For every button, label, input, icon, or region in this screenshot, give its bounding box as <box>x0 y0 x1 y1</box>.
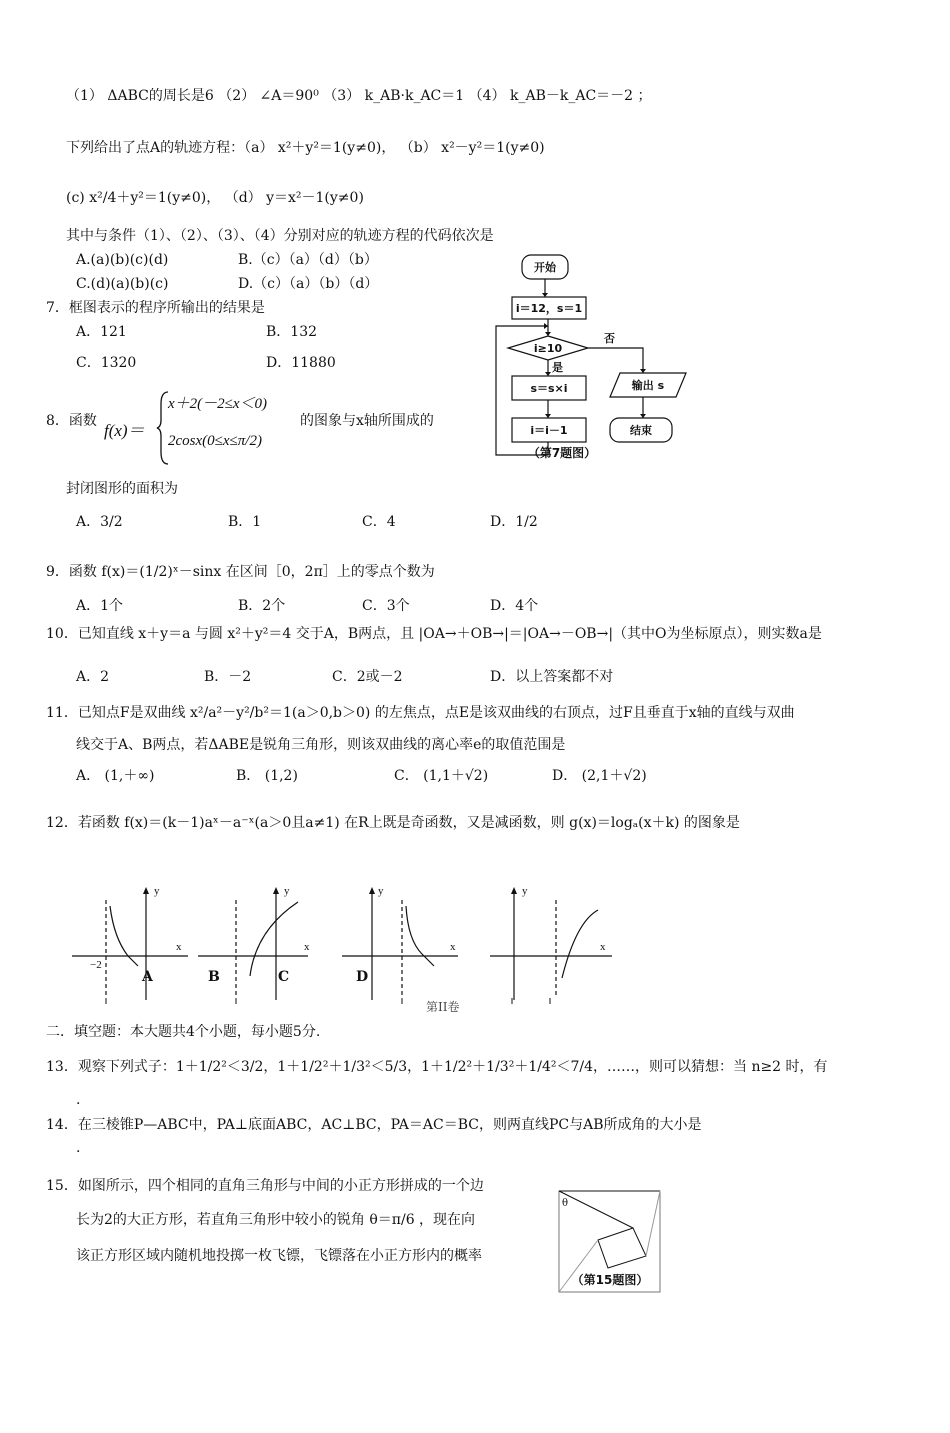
graph-label-c: C <box>278 969 290 985</box>
problem7-stem: 7．框图表示的程序所输出的结果是 <box>46 300 265 316</box>
problem10-option-b: B．－2 <box>204 669 252 685</box>
problem8-tail: 的图象与x轴所围成的 <box>300 413 434 429</box>
problem15-caption: （第15题图） <box>571 1273 649 1287</box>
problem11-stem-1: 11．已知点F是双曲线 x²/a²－y²/b²＝1(a＞0,b＞0) 的左焦点，点E是该双曲线的右顶点，过F且垂直于x轴的直线与双曲 <box>46 705 795 721</box>
problem11-option-a: A． (1,＋∞) <box>76 768 155 784</box>
graph-label-d: D <box>356 969 369 985</box>
problem8-case-1: x＋2(－2≤x＜0) <box>168 396 268 412</box>
problem8-option-d: D．1/2 <box>490 514 538 530</box>
flowchart-caption: （第7题图） <box>527 446 597 460</box>
problem6-conditions: （1） ΔABC的周长是6 （2） ∠A＝90⁰ （3） k_AB·k_AC＝1 （4） k_AB－k_AC＝－2 ； <box>66 88 652 104</box>
graph-d-y-label: y <box>522 885 528 897</box>
problem7-option-b: B．132 <box>266 324 318 340</box>
problem7-option-d: D．11880 <box>266 355 336 371</box>
problem6-equations-2: (c) x²/4＋y²＝1(y≠0)， （d） y＝x²－1(y≠0) <box>66 190 364 206</box>
problem8-line2: 封闭图形的面积为 <box>66 481 178 497</box>
problem7-option-c: C．1320 <box>76 355 137 371</box>
problem15-figure <box>558 1190 662 1294</box>
problem15-theta: θ <box>562 1198 569 1209</box>
problem11-stem-2: 线交于A、B两点，若ΔABE是锐角三角形，则该双曲线的离心率e的取值范围是 <box>76 737 566 753</box>
section2-heading: 二．填空题：本大题共4个小题，每小题5分. <box>46 1024 321 1040</box>
problem9-option-d: D．4个 <box>490 598 539 614</box>
problem11-option-d: D． (2,1＋√2) <box>552 768 647 784</box>
graph-a-y-label: y <box>154 885 160 897</box>
problem9-stem: 9．函数 f(x)＝(1/2)ˣ－sinx 在区间［0，2π］上的零点个数为 <box>46 564 435 580</box>
problem11-option-b: B． (1,2) <box>236 768 298 784</box>
graph-c-y-label: y <box>378 885 384 897</box>
graph-label-a: A <box>142 969 153 985</box>
problem15-line-3: 该正方形区域内随机地投掷一枚飞镖，飞镖落在小正方形内的概率 <box>76 1248 482 1264</box>
problem8-option-a: A．3/2 <box>76 514 123 530</box>
section-footer-fragment: 第II卷 <box>426 1000 460 1014</box>
problem6-option-a: A.(a)(b)(c)(d) <box>76 252 169 268</box>
problem7-option-a: A．121 <box>76 324 127 340</box>
flowchart-output: 输出 s <box>631 379 665 392</box>
graph-c-x-label: x <box>450 941 456 953</box>
problem12-stem: 12．若函数 f(x)＝(k－1)aˣ－a⁻ˣ(a＞0且a≠1) 在R上既是奇函数，又是减函数，则 g(x)＝logₐ(x＋k) 的图象是 <box>46 815 740 831</box>
problem9-option-b: B．2个 <box>238 598 286 614</box>
problem6-equations-1: 下列给出了点A的轨迹方程：（a） x²＋y²＝1(y≠0)， （b） x²－y²＝1(y≠0) <box>66 140 545 156</box>
problem10-stem: 10．已知直线 x＋y＝a 与圆 x²＋y²＝4 交于A，B两点，且 |OA→＋OB→|＝|OA→－OB→|（其中O为坐标原点），则实数a是 <box>46 626 822 642</box>
flowchart-init: i＝12，s＝1 <box>515 302 583 315</box>
graph-a-x-label: x <box>176 941 182 953</box>
problem11-option-c: C． (1,1＋√2) <box>394 768 489 784</box>
problem8-fx: f(x)＝ <box>104 421 145 440</box>
flowchart-no: 否 <box>604 332 615 345</box>
graph-label-b: B <box>208 969 220 985</box>
problem14-blank-dot: . <box>76 1140 81 1156</box>
flowchart-decrement: i＝i－1 <box>530 424 568 437</box>
problem8-case-2: 2cosx(0≤x≤π/2) <box>168 433 262 449</box>
problem8-option-b: B．1 <box>228 514 262 530</box>
problem13-stem: 13．观察下列式子：1＋1/2²＜3/2，1＋1/2²＋1/3²＜5/3，1＋1/2²＋1/3²＋1/4²＜7/4，……，则可以猜想：当 n≥2 时，有 <box>46 1059 828 1075</box>
problem6-option-b: B.（c）（a）（d）（b） <box>238 252 378 268</box>
problem8-option-c: C．4 <box>362 514 396 530</box>
graph-b-x-label: x <box>304 941 310 953</box>
flowchart-yes: 是 <box>552 361 563 374</box>
flowchart-multiply: s＝s×i <box>530 382 568 395</box>
flowchart-start: 开始 <box>534 261 556 274</box>
problem12-graphs <box>66 880 626 1010</box>
flowchart-end: 结束 <box>630 424 652 437</box>
problem8-lead: 8．函数 <box>46 413 97 429</box>
problem10-option-a: A．2 <box>76 669 110 685</box>
flowchart-condition: i≥10 <box>533 342 563 355</box>
graph-d-x-label: x <box>600 941 606 953</box>
problem13-blank-dot: . <box>76 1092 81 1108</box>
problem6-question: 其中与条件（1）、（2）、（3）、（4）分别对应的轨迹方程的代码依次是 <box>66 228 494 244</box>
problem9-option-a: A．1个 <box>76 598 124 614</box>
graph-a-neg2: −2 <box>90 959 102 971</box>
problem6-option-d: D.（c）（a）（b）（d） <box>238 276 379 292</box>
problem10-option-c: C．2或－2 <box>332 669 403 685</box>
problem10-option-d: D．以上答案都不对 <box>490 669 614 685</box>
flowchart-figure <box>490 248 690 463</box>
problem9-option-c: C．3个 <box>362 598 410 614</box>
graph-b-y-label: y <box>284 885 290 897</box>
problem15-line-1: 15．如图所示，四个相同的直角三角形与中间的小正方形拼成的一个边 <box>46 1178 484 1194</box>
problem15-line-2: 长为2的大正方形，若直角三角形中较小的锐角 θ＝π/6 ，现在向 <box>76 1212 476 1228</box>
problem14-stem: 14．在三棱锥P—ABC中，PA⊥底面ABC，AC⊥BC，PA＝AC＝BC，则两直线PC与AB所成角的大小是 <box>46 1117 702 1133</box>
problem6-option-c: C.(d)(a)(b)(c) <box>76 276 169 292</box>
